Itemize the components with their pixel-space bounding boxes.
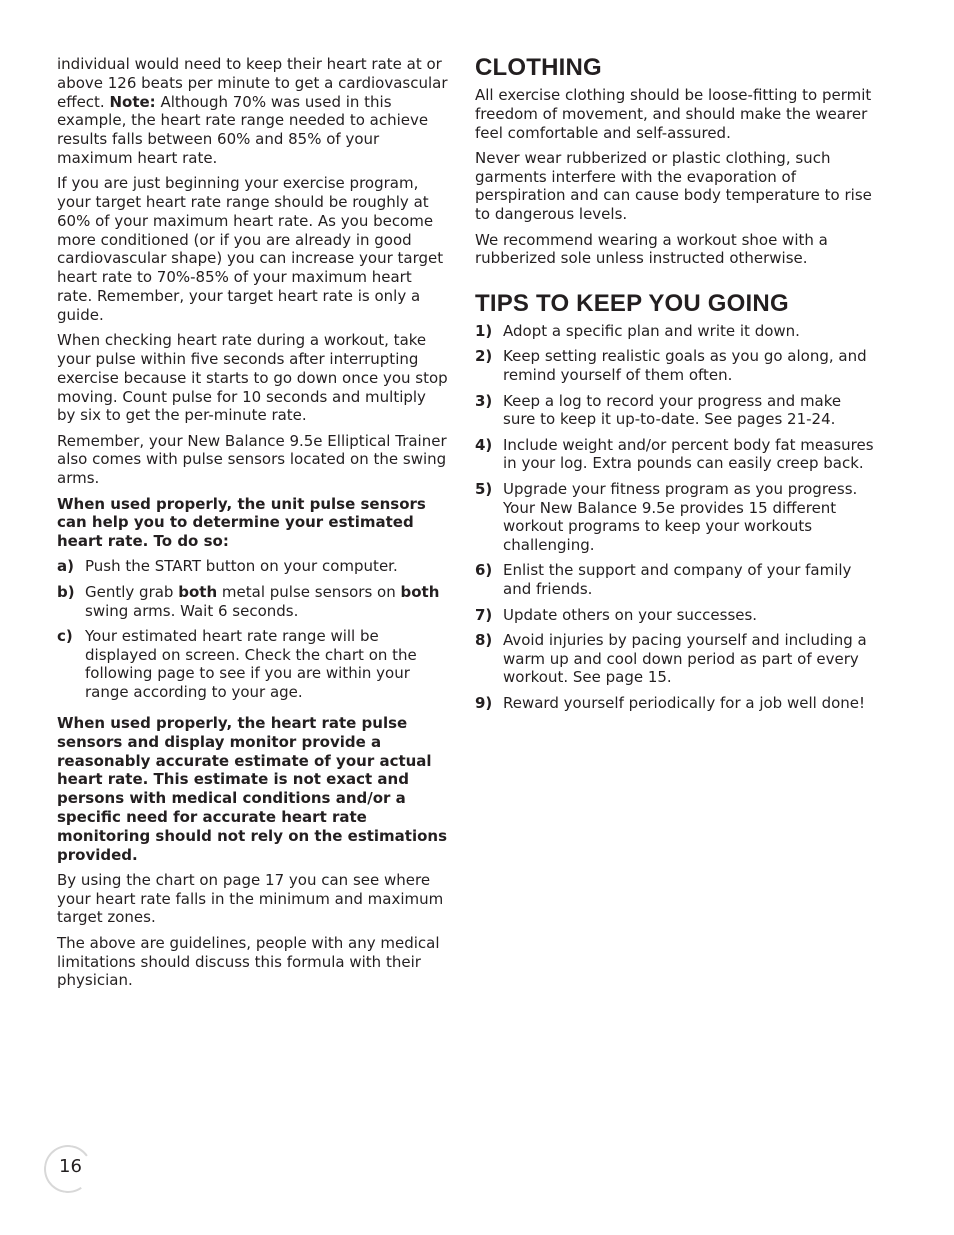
clothing-heading: CLOTHING (475, 54, 602, 81)
left-column (57, 55, 449, 997)
clothing-paragraph: All exercise clothing should be loose-fitting to permit freedom of movement, and should make the wearer feel comfortable and self-assured. (475, 86, 872, 142)
tip-marker: 4) (475, 435, 493, 454)
paragraph-checking-heart-rate: When checking heart rate during a workout, take your pulse within five seconds after interrupting exercise because it starts to go down once you stop moving. Count pulse for 10 seconds and multiply by six to get the per-minute rate. (57, 331, 448, 425)
list-item: 4) Include weight and/or percent body fat measures in your log. Extra pounds can easily creep back. (475, 435, 874, 473)
note-label: Note: (109, 92, 156, 111)
paragraph-heart-rate-example: individual would need to keep their heart rate at or above 126 beats per minute to get a cardiovascular effect. Note: Although 70% was used in this example, the heart rate range needed to achieve results falls between 60% and 85% of your maximum heart rate. (57, 55, 448, 167)
tip-marker: 7) (475, 605, 493, 624)
list-item: 8) Avoid injuries by pacing yourself and including a warm up and cool down period as part of every workout. See page 15. (475, 630, 867, 687)
tip-marker: 9) (475, 693, 493, 712)
list-item: b) Gently grab both metal pulse sensors on both swing arms. Wait 6 seconds. (57, 582, 440, 620)
paragraph-guidelines: The above are guidelines, people with any medical limitations should discuss this formula with their physician. (57, 933, 440, 990)
clothing-paragraph: We recommend wearing a workout shoe with a rubberized sole unless instructed otherwise. (475, 230, 828, 268)
step-marker: a) (57, 557, 74, 576)
step-marker: b) (57, 582, 75, 601)
tip-marker: 3) (475, 391, 493, 410)
list-item: 5) Upgrade your fitness program as you progress. Your New Balance 9.5e provides 15 different workout programs to keep your workouts challenging. (475, 479, 858, 555)
page-number: 16 (59, 1156, 82, 1177)
list-item: 9) Reward yourself periodically for a job well done! (475, 693, 866, 712)
tip-marker: 1) (475, 322, 493, 341)
tips-list (475, 322, 875, 712)
tips-heading: TIPS TO KEEP YOU GOING (475, 290, 789, 318)
list-item: 3) Keep a log to record your progress and make sure to keep it up-to-date. See pages 21-24. (475, 391, 842, 429)
list-item: 7) Update others on your successes. (475, 605, 758, 624)
list-item: a) Push the START button on your computer. (57, 557, 398, 576)
page-number-badge (44, 1145, 94, 1191)
step-marker: c) (57, 626, 73, 645)
list-item: c) Your estimated heart rate range will be displayed on screen. Check the chart on the following page to see if you are within your range according to your age. (57, 626, 417, 702)
list-item: 6) Enlist the support and company of your family and friends. (475, 561, 852, 599)
list-item: 1) Adopt a specific plan and write it down. (475, 322, 800, 341)
paragraph-chart-reference: By using the chart on page 17 you can see where your heart rate falls in the minimum and maximum target zones. (57, 870, 444, 927)
tip-marker: 8) (475, 630, 493, 649)
paragraph-sensor-instructions-intro: When used properly, the unit pulse sensors can help you to determine your estimated heart rate. To do so: (57, 494, 426, 551)
paragraph-accuracy-warning: When used properly, the heart rate pulse sensors and display monitor provide a reasonably accurate estimate of your actual heart rate. This estimate is not exact and persons with medical conditions and/or a specific need for accurate heart rate monitoring should not rely on the estimations provided. (57, 714, 448, 864)
paragraph-target-range: If you are just beginning your exercise program, your target heart rate range should be roughly at 60% of your maximum heart rate. As you become more conditioned (or if you are already in good cardiovascular shape) you can increase your target heart rate to 70%-85% of your maximum heart rate. Remember, your target heart rate is only a guide. (57, 174, 444, 324)
tip-marker: 6) (475, 561, 493, 580)
tip-marker: 2) (475, 347, 493, 366)
list-item: 2) Keep setting realistic goals as you go along, and remind yourself of them often. (475, 347, 867, 385)
paragraph-pulse-sensors: Remember, your New Balance 9.5e Elliptical Trainer also comes with pulse sensors located on the swing arms. (57, 431, 447, 488)
right-column (475, 55, 875, 719)
clothing-paragraph: Never wear rubberized or plastic clothing, such garments interfere with the evaporation of perspiration and can cause body temperature to rise to dangerous levels. (475, 148, 872, 224)
sensor-steps-list (57, 557, 449, 702)
tip-marker: 5) (475, 479, 493, 498)
